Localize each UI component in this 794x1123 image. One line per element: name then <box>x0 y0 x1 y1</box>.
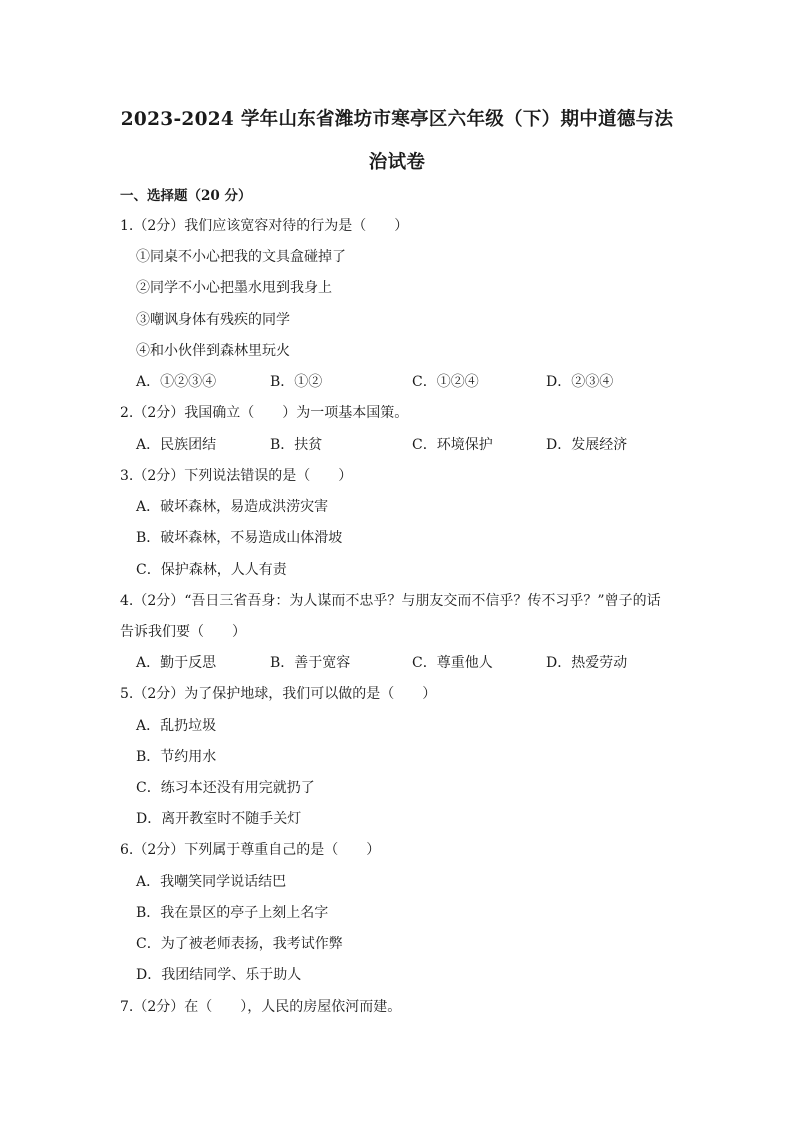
question-stem-continued: 告诉我们要（ ） <box>120 624 246 640</box>
option-c: C．尊重他人 <box>412 655 493 671</box>
option-d: D．离开教室时不随手关灯 <box>136 811 302 827</box>
option-d: D．发展经济 <box>546 437 628 453</box>
question-stem: 7.（2分）在（ ），人民的房屋依河而建。 <box>120 999 402 1015</box>
options-row <box>136 372 696 392</box>
question-stem: 2.（2分）我国确立（ ）为一项基本国策。 <box>120 405 409 421</box>
exam-title-line2: 治试卷 <box>368 152 426 173</box>
option-c: C．①②④ <box>412 374 479 390</box>
option-b: B．扶贫 <box>270 437 323 453</box>
option-d: D．热爱劳动 <box>546 655 628 671</box>
question-stem: 5.（2分）为了保护地球，我们可以做的是（ ） <box>120 686 437 702</box>
question-stem: 3.（2分）下列说法错误的是（ ） <box>120 468 353 484</box>
option-b: B．我在景区的亭子上刻上名字 <box>136 905 329 921</box>
question-item: ③嘲讽身体有残疾的同学 <box>136 312 290 328</box>
option-d: D．我团结同学、乐于助人 <box>136 967 302 983</box>
option-c: C．保护森林，人人有责 <box>136 562 287 578</box>
question-stem: 6.（2分）下列属于尊重自己的是（ ） <box>120 842 381 858</box>
option-a: A．民族团结 <box>136 437 217 453</box>
option-c: C．为了被老师表扬，我考试作弊 <box>136 936 343 952</box>
question-item: ④和小伙伴到森林里玩火 <box>136 343 290 359</box>
question-item: ①同桌不小心把我的文具盒碰掉了 <box>136 249 346 265</box>
option-a: A．①②③④ <box>136 374 217 390</box>
option-b: B．节约用水 <box>136 749 217 765</box>
question-item: ②同学不小心把墨水甩到我身上 <box>136 280 332 296</box>
question-stem: 1.（2分）我们应该宽容对待的行为是（ ） <box>120 218 409 234</box>
exam-title-line1: 2023-2024 学年山东省潍坊市寒亭区六年级（下）期中道德与法 <box>120 109 674 130</box>
option-b: B．善于宽容 <box>270 655 351 671</box>
options-row <box>136 653 696 673</box>
option-c: C．环境保护 <box>412 437 493 453</box>
section-heading: 一、选择题（20 分） <box>120 188 252 204</box>
options-row <box>136 435 696 455</box>
question-stem: 4.（2分）“吾日三省吾身：为人谋而不忠乎？与朋友交而不信乎？传不习乎？”曾子的话 <box>120 593 661 609</box>
option-b: B．破坏森林，不易造成山体滑坡 <box>136 530 343 546</box>
option-b: B．①② <box>270 374 323 390</box>
option-a: A．乱扔垃圾 <box>136 718 217 734</box>
option-c: C．练习本还没有用完就扔了 <box>136 780 315 796</box>
option-d: D．②③④ <box>546 374 614 390</box>
option-a: A．我嘲笑同学说话结巴 <box>136 874 287 890</box>
option-a: A．破坏森林，易造成洪涝灾害 <box>136 499 329 515</box>
option-a: A．勤于反思 <box>136 655 217 671</box>
